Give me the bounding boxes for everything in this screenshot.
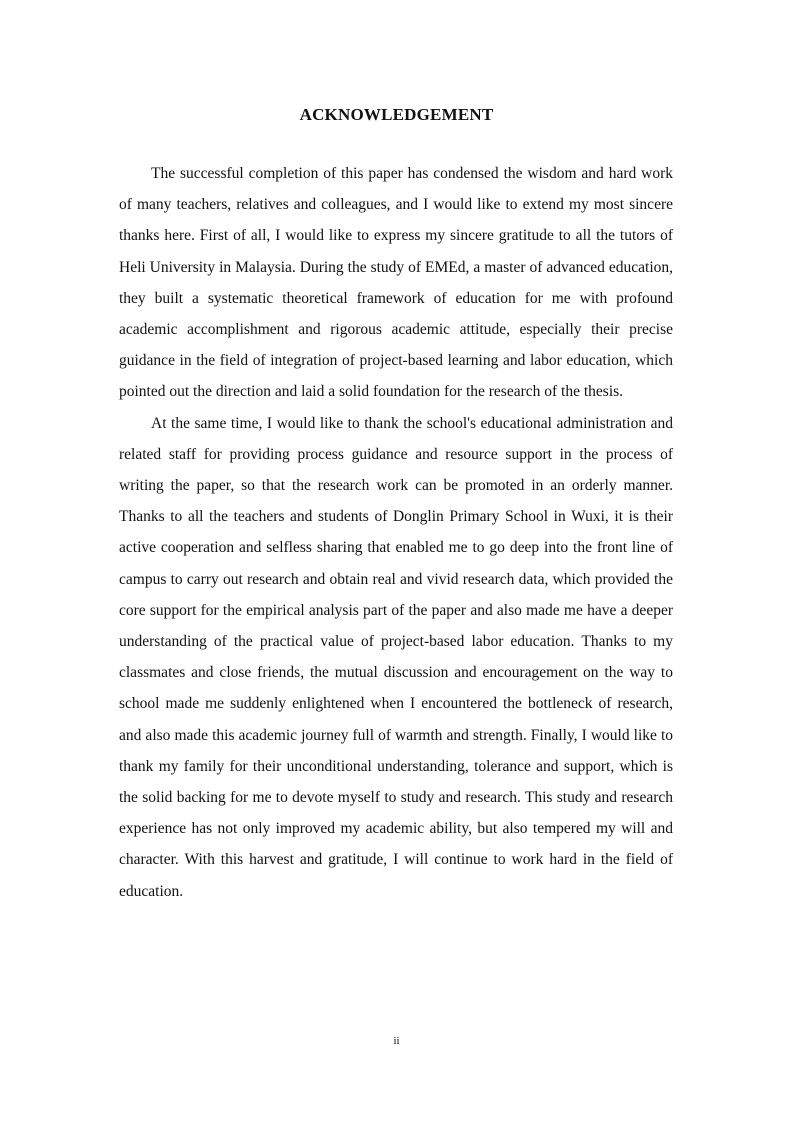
paragraph-1: The successful completion of this paper has condensed the wisdom and hard work of many teachers, relatives and colleagues, and I would like to extend my most sincere thanks here. First of all, I would like to express my sincere gratitude to all the tutors of Heli University in Malaysia. During the study of EMEd, a master of advanced education, they built a systematic theoretical framework of education for me with profound academic accomplishment and rigorous academic attitude, especially their precise guidance in the field of integration of project-based learning and labor education, which pointed out the direction and laid a solid foundation for the research of the thesis. bbox=[119, 165, 673, 401]
paragraph-2: At the same time, I would like to thank the school's educational administration and related staff for providing process guidance and resource support in the process of writing the paper, so that the research work can be promoted in an orderly manner. Thanks to all the teachers and students of Donglin Primary School in Wuxi, it is their active cooperation and selfless sharing that enabled me to go deep into the front line of campus to carry out research and obtain real and vivid research data, which provided the core support for the empirical analysis part of the paper and also made me have a deeper understanding of the practical value of project-based labor education. Thanks to my classmates and close friends, the mutual discussion and encouragement on the way to school made me suddenly enlightened when I encountered the bottleneck of research, and also made this academic journey full of warmth and strength. Finally, I would like to thank my family for their unconditional understanding, tolerance and support, which is the solid backing for me to devote myself to study and research. This study and research experience has not only improved my academic ability, but also tempered my will and character. With this harvest and gratitude, I will continue to work hard in the field of education. bbox=[119, 414, 673, 900]
acknowledgement-body bbox=[119, 158, 673, 907]
page-title: ACKNOWLEDGEMENT bbox=[299, 105, 494, 124]
page-number: ii bbox=[393, 1035, 400, 1047]
